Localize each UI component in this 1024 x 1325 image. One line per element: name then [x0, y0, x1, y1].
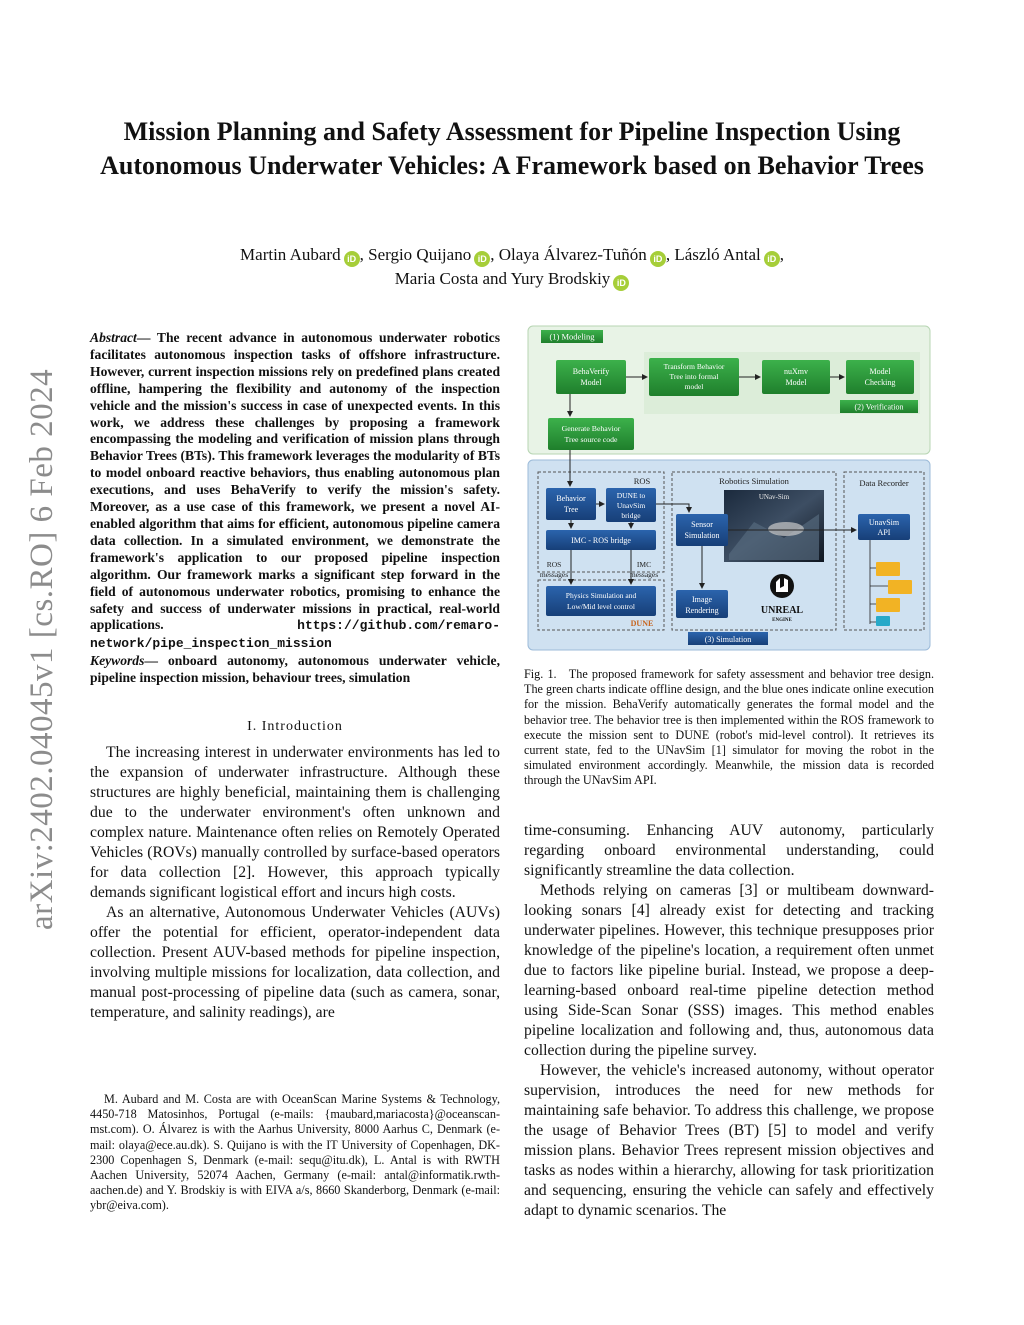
- authors-line-2: [100, 267, 924, 291]
- svg-text:Behavior: Behavior: [556, 494, 586, 503]
- folder-icon: [888, 580, 912, 594]
- sensor-sim-box: [676, 514, 728, 546]
- intro-right-text: [524, 821, 934, 1221]
- orcid-icon[interactable]: iD: [474, 251, 490, 267]
- arxiv-identifier: arXiv:2402.04045v1 [cs.RO] 6 Feb 2024: [24, 368, 60, 930]
- modeling-label: (1) Modeling: [549, 331, 595, 342]
- svg-text:Rendering: Rendering: [685, 606, 719, 615]
- file-icon: [876, 616, 890, 626]
- author-name: László Antal: [674, 245, 761, 264]
- caption-label: Fig. 1.: [524, 667, 557, 681]
- svg-text:IMC: IMC: [636, 560, 652, 569]
- unreal-logo-icon: [770, 574, 794, 598]
- svg-text:ENGINE: ENGINE: [772, 618, 792, 623]
- orcid-icon[interactable]: iD: [613, 275, 629, 291]
- svg-text:Checking: Checking: [864, 378, 896, 387]
- svg-text:ROS: ROS: [546, 560, 562, 569]
- svg-text:Sensor: Sensor: [691, 520, 713, 529]
- simulation-label: (3) Simulation: [704, 635, 752, 644]
- robotics-sim-label: Robotics Simulation: [719, 476, 789, 486]
- paragraph: However, the vehicle's increased autonomy, without operator supervision, introduces the need for new methods for maintaining safe behavior. To address this challenge, we propose the usage of Behavior Trees (BT) [5] to model and verify mission plans. Behavior Trees represent mission objectives and tasks as nodes within a hierarchy, allowing for task prioritization and sequencing, ensuring the vehicle can safely and effectively adapt to dynamic scenarios. The: [524, 1061, 934, 1219]
- svg-text:BehaVerify: BehaVerify: [572, 367, 610, 376]
- model-checking-box: [846, 360, 914, 394]
- dune-label: DUNE: [630, 619, 654, 628]
- left-column: [90, 330, 500, 1023]
- abstract-dash: —: [136, 330, 157, 345]
- paper-title: Mission Planning and Safety Assessment for Pipeline Inspection Using Autonomous Underwater Vehicles: A Framework based on Behavior Trees: [100, 117, 924, 180]
- svg-text:Low/Mid level control: Low/Mid level control: [567, 602, 635, 611]
- keywords-label: Keywords: [90, 653, 145, 669]
- author-name: Olaya Álvarez-Tuñón: [498, 245, 647, 264]
- svg-text:Tree into formal: Tree into formal: [669, 372, 719, 381]
- paragraph: As an alternative, Autonomous Underwater Vehicles (AUVs) offer the potential for efficient, operator-independent data collection. Present AUV-based methods for pipeline inspection, involving multiple missions for localization, data collection, and manual post-processing of pipeline data (such as camera, sonar, temperature, and salinity readings), are: [90, 904, 500, 1022]
- caption-text: The proposed framework for safety assessment and behavior tree design. The green charts indicate offline design, and the blue ones indicate online execution for the mission. BehaVerify automatically generates the formal model and the behavior tree. The behavior tree is then implemented within the ROS framework to execute the mission sent to DUNE (robot's mid-level control). It retrieves its current state, fed to the UNavSim [1] simulator for moving the robot in the simulated environment accordingly. Meanwhile, the mission data is recorded through the UNavSim API.: [524, 667, 934, 788]
- svg-text:messages: messages: [629, 570, 659, 579]
- data-recorder-label: Data Recorder: [859, 478, 909, 488]
- unreal-label: UNREAL: [760, 605, 804, 616]
- orcid-icon[interactable]: iD: [344, 251, 360, 267]
- repository-link[interactable]: https://github.com/remaro-network/pipe_inspection_mission: [90, 618, 500, 652]
- svg-text:model: model: [684, 382, 704, 391]
- orcid-icon[interactable]: iD: [650, 251, 666, 267]
- figure-caption: [524, 667, 934, 789]
- svg-text:Model: Model: [869, 367, 891, 376]
- svg-text:nuXmv: nuXmv: [784, 367, 808, 376]
- abstract-label: Abstract: [90, 330, 137, 345]
- svg-text:Model: Model: [785, 378, 807, 387]
- svg-text:Tree: Tree: [563, 505, 579, 514]
- behavior-tree-box: [546, 488, 596, 520]
- svg-text:UNav-Sim: UNav-Sim: [758, 493, 790, 501]
- framework-diagram: [524, 324, 934, 654]
- svg-text:DUNE to: DUNE to: [616, 491, 646, 500]
- abstract-text: The recent advance in autonomous underwater robotics facilitates autonomous inspection tasks of offshore infrastructure. However, current inspection missions rely on predefined plans created offline, hampering the flexibility and autonomy of the inspection vehicle and the mission's success in case of unexpected events. In this work, we address these challenges by proposing a framework encompassing the modeling and verification of mission plans through Behavior Trees (BTs). This framework leverages the modularity of BTs to model onboard reactive behaviors, thus enabling autonomous plan executions, and uses BehaVerify to verify the mission's safety. Moreover, as a use case of this framework, we present a novel AI-enabled algorithm that aims for efficient, autonomous pipeline camera data collection. In a simulated environment, we demonstrate the framework's application to our proposed pipeline inspection algorithm. Our framework marks a significant step forward in the field of autonomous underwater robotics, promising to enhance the safety and success of underwater missions in practical, real-world applications.: [90, 330, 500, 633]
- author-name: Sergio Quijano: [368, 245, 472, 264]
- behaverify-model-box: [556, 360, 626, 394]
- author-list: [100, 243, 924, 291]
- svg-text:UnavSim: UnavSim: [616, 501, 646, 510]
- svg-text:messages: messages: [539, 570, 569, 579]
- svg-text:Image: Image: [692, 595, 712, 604]
- affiliation-footnote: M. Aubard and M. Costa are with OceanScan Marine Systems & Technology, 4450-718 Matosinhos, Portugal (e-mails: {maubard,mariacosta}@oceanscan-mst.com). O. Álvarez is with the Aarhus University, 8000 Aarhus C, Denmark (e-mail: olaya@ece.au.dk). S. Quijano is with the IT University of Copenhagen, DK-2300 Copenhagen S, Denmark (e-mail: sequ@itu.dk), L. Antal is with RWTH Aachen University, 52074 Aachen, Germany (e-mail: antal@informatik.rwth-aachen.de) and Y. Brodskiy is with EIVA a/s, 8660 Skanderborg, Denmark (e-mail: ybr@eiva.com).: [90, 1092, 500, 1213]
- svg-text:UnavSim: UnavSim: [868, 518, 900, 527]
- svg-text:API: API: [877, 528, 891, 537]
- folder-icon: [876, 562, 900, 576]
- keywords: Keywords— onboard autonomy, autonomous underwater vehicle, pipeline inspection mission, behaviour trees, simulation: [90, 653, 500, 686]
- svg-text:Transform Behavior: Transform Behavior: [663, 362, 725, 371]
- intro-left-text: [90, 743, 500, 1023]
- generate-bt-box: [548, 418, 634, 450]
- nuxmv-model-box: [762, 360, 830, 394]
- verification-label: (2) Verification: [854, 402, 904, 412]
- svg-text:Generate Behavior: Generate Behavior: [561, 424, 621, 433]
- author-name: Martin Aubard: [240, 245, 341, 264]
- authors-line-1: Martin Aubard iD , Sergio Quijano iD , Olaya Álvarez-Tuñón iD , László Antal iD ,: [100, 243, 924, 267]
- section-heading: I. Introduction: [247, 719, 343, 735]
- orcid-icon[interactable]: iD: [764, 251, 780, 267]
- keywords-text: onboard autonomy, autonomous underwater vehicle, pipeline inspection mission, behaviour trees, simulation: [90, 653, 500, 686]
- abstract: [90, 330, 500, 687]
- ros-label: ROS: [633, 476, 651, 486]
- svg-text:Model: Model: [580, 378, 602, 387]
- paragraph: time-consuming. Enhancing AUV autonomy, particularly regarding onboard environmental understanding, could significantly streamline the data collection.: [524, 821, 934, 879]
- author-name: Maria Costa and Yury Brodskiy: [394, 269, 611, 288]
- right-column: [524, 324, 934, 1221]
- svg-text:Tree source code: Tree source code: [564, 435, 618, 444]
- paragraph: The increasing interest in underwater environments has led to the expansion of underwater infrastructure. Although these structures are highly beneficial, maintaining them is challenging due to the underwater environment's often unknown and complex nature. Maintenance often relies on Remotely Operated Vehicles (ROVs) manually controlled by surface-based operators for data collection [2]. However, this approach typically demands significant logistical effort and incurs high costs.: [90, 744, 500, 902]
- svg-text:IMC - ROS bridge: IMC - ROS bridge: [571, 536, 631, 545]
- framework-figure: [524, 324, 934, 654]
- svg-text:Simulation: Simulation: [684, 531, 720, 540]
- svg-text:Physics Simulation and: Physics Simulation and: [565, 591, 637, 600]
- paragraph: Methods relying on cameras [3] or multibeam downward-looking sonars [4] already exist for detecting and tracking underwater pipelines. However, this technique presupposes prior knowledge of the pipeline's location, a requirement often unmet due to factors like pipeline burial. Instead, we propose a deep-learning-based onboard real-time pipeline detection method using Side-Scan Sonar (SSS) images. This method enables pipeline localization and following and, thus, autonomous data collection during the pipeline survey.: [524, 881, 934, 1059]
- svg-text:bridge: bridge: [621, 511, 641, 520]
- folder-icon: [876, 598, 900, 612]
